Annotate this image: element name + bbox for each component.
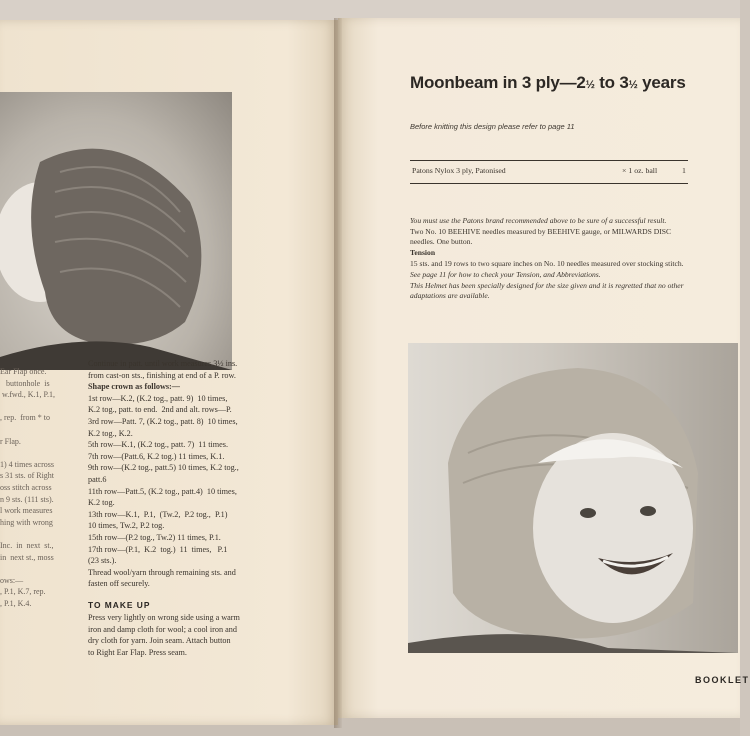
- refer-note: Before knitting this design please refer to page 11: [410, 122, 575, 131]
- left-fragment-line: Ear Flap once.: [0, 367, 47, 376]
- instruction-line: from cast-on sts., finishing at end of a P. row.: [88, 370, 236, 380]
- make-up-line: Press very lightly on wrong side using a warm: [88, 613, 240, 622]
- material-name: Patons Nylox 3 ply, Patonised: [412, 166, 506, 175]
- left-fragment-line: hing with wrong: [0, 517, 53, 527]
- material-count: 1: [682, 166, 686, 175]
- left-fragment-line: n 9 sts. (111 sts).: [0, 494, 54, 504]
- make-up-line: dry cloth for yarn. Join seam. Attach button: [88, 636, 231, 646]
- title-range-mid: to: [594, 73, 620, 92]
- instruction-line: 9th row—(K.2 tog., patt.5) 10 times, K.2 tog.,: [88, 463, 239, 473]
- pattern-note: You must use the Patons brand recommended above to be sure of a successful result.: [410, 216, 667, 225]
- pattern-notes: [338, 216, 684, 302]
- make-up-line: to Right Ear Flap. Press seam.: [88, 647, 187, 657]
- make-up-line: iron and damp cloth for wool; a cool iron and: [88, 624, 237, 634]
- instruction-line: 15th row—(P.2 tog., Tw.2) 11 times, P.1.: [88, 532, 221, 542]
- left-fragment-line: ows:—: [0, 575, 24, 585]
- pattern-note: 15 sts. and 19 rows to two square inches on No. 10 needles measured over stocking stitch.: [410, 259, 684, 268]
- materials-table: [410, 160, 688, 184]
- left-page: [0, 20, 338, 725]
- to-make-up-heading: TO MAKE UP: [88, 600, 151, 610]
- pattern-title: [410, 73, 686, 93]
- title-range-start: 2: [576, 73, 586, 92]
- left-fragment-line: [0, 424, 70, 436]
- instruction-line: (23 sts.).: [88, 556, 117, 566]
- instruction-line: 3rd row—Patt. 7, (K.2 tog., patt. 8) 10 times,: [88, 416, 238, 426]
- left-fragment-line: , P.1, K.7, rep.: [0, 587, 46, 597]
- left-fragment-line: 1) 4 times across: [0, 459, 54, 469]
- instruction-line: fasten off securely.: [88, 579, 150, 589]
- instruction-line: 13th row—K.1, P.1, (Tw.2, P.2 tog., P.1): [88, 509, 228, 519]
- left-fragment-line: Inc. in next st.,: [0, 540, 54, 550]
- hat-back-photo: [0, 92, 232, 370]
- left-fragment-line: s 31 sts. of Right: [0, 471, 55, 481]
- pattern-note: This Helmet has been specially designed for the size given and it is regretted that no other adaptations are available.: [410, 281, 684, 300]
- title-main: Moonbeam in 3 ply—: [410, 73, 577, 92]
- pattern-note: Tension: [410, 248, 436, 257]
- instruction-line: Shape crown as follows:—: [88, 382, 180, 392]
- left-fragment-line: [0, 447, 70, 459]
- instruction-line: 7th row—(Patt.6, K.2 tog.) 11 times, K.1.: [88, 451, 225, 461]
- book-spine: [334, 18, 342, 728]
- photo-child-back-hat: [0, 92, 232, 370]
- left-fragment-line: oss stitch across: [0, 482, 52, 492]
- title-range-end: 3: [619, 73, 629, 92]
- instruction-line: 10 times, Tw.2, P.2 tog.: [88, 521, 165, 531]
- to-make-up-section: [88, 600, 240, 658]
- left-fragment-column: [0, 366, 70, 609]
- left-fragment-line: , P.1, K.4.: [0, 598, 32, 608]
- material-quantity: × 1 oz. ball: [622, 166, 658, 175]
- instruction-line: K.2 tog., patt. to end. 2nd and alt. rows—P.: [88, 405, 232, 415]
- left-fragment-line: , rep. from * to: [0, 413, 50, 423]
- booklet-label: BOOKLET: [695, 675, 750, 685]
- left-fragment-line: [0, 563, 70, 575]
- instruction-line: 5th row—K.1, (K.2 tog., patt. 7) 11 times.: [88, 440, 229, 450]
- child-smiling-photo: [408, 343, 738, 653]
- title-range-unit: years: [637, 73, 686, 92]
- left-fragment-line: buttonhole is: [0, 378, 50, 388]
- instruction-line: patt.6: [88, 474, 107, 484]
- instruction-line: Thread wool/yarn through remaining sts. and: [88, 567, 236, 577]
- left-fragment-line: w.fwd., K.1, P.1,: [0, 390, 56, 400]
- left-fragment-line: l work measures: [0, 506, 53, 516]
- left-fragment-line: [0, 401, 70, 413]
- photo-child-front-hat: [408, 343, 738, 653]
- instruction-line: 1st row—K.2, (K.2 tog., patt. 9) 10 times,: [88, 393, 228, 403]
- instruction-line: K.2 tog., K.2.: [88, 428, 133, 438]
- title-range-start-frac: ½: [585, 79, 595, 91]
- instructions-column: [88, 358, 239, 590]
- instruction-line: Continue in patt. until work measures 3½ ins.: [88, 359, 238, 368]
- left-fragment-line: r Flap.: [0, 436, 21, 446]
- instruction-line: K.2 tog.: [88, 498, 115, 508]
- left-fragment-line: in next st., moss: [0, 552, 54, 562]
- instruction-line: 11th row—Patt.5, (K.2 tog., patt.4) 10 times,: [88, 486, 237, 496]
- pattern-note: See page 11 for how to check your Tension, and Abbreviations.: [410, 270, 601, 279]
- right-page: [338, 18, 750, 718]
- instruction-line: 17th row—(P.1, K.2 tog.) 11 times, P.1: [88, 544, 228, 554]
- pattern-note: Two No. 10 BEEHIVE needles measured by BEEHIVE gauge, or MILWARDS DISC needles. One button.: [410, 227, 672, 246]
- title-range-end-frac: ½: [628, 79, 638, 91]
- left-fragment-line: [0, 528, 70, 540]
